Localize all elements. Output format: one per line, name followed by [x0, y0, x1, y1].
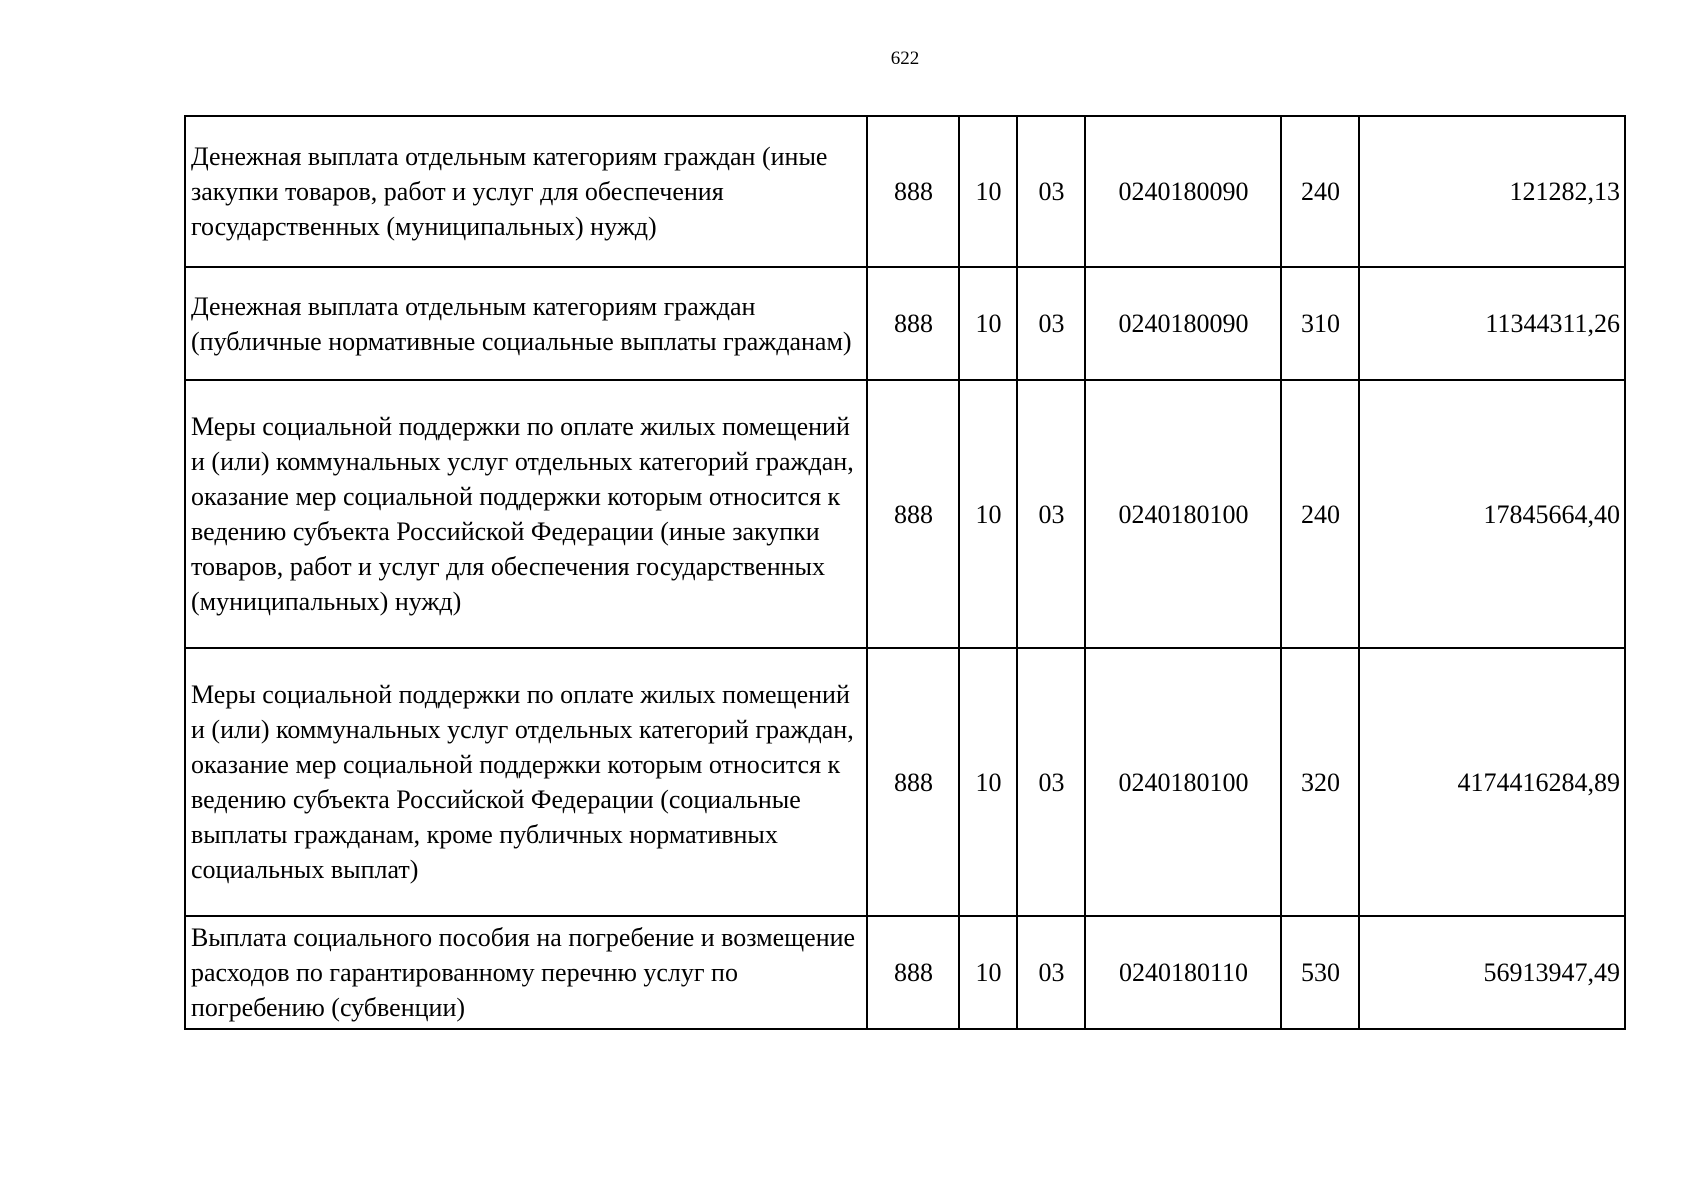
- row-description: Меры социальной поддержки по оплате жилых помещений и (или) коммунальных услуг отдельных категорий граждан, оказание мер социальной поддержки которым относится к ведению субъекта Российской Федерации (иные закупки товаров, работ и услуг для обеспечения государственных (муниципальных) нужд): [185, 380, 867, 648]
- row-amount: 17845664,40: [1359, 380, 1625, 648]
- table-row: [185, 916, 1625, 1029]
- row-subsection-code: 03: [1017, 916, 1085, 1029]
- row-subsection-code: 03: [1017, 380, 1085, 648]
- row-target-article-code: 0240180100: [1085, 648, 1281, 916]
- row-expense-type-code: 310: [1281, 267, 1359, 380]
- row-amount: 121282,13: [1359, 116, 1625, 267]
- row-expense-type-code: 320: [1281, 648, 1359, 916]
- page-number: 622: [890, 48, 920, 69]
- table-row: [185, 116, 1625, 267]
- row-subsection-code: 03: [1017, 648, 1085, 916]
- row-expense-type-code: 240: [1281, 116, 1359, 267]
- row-expense-type-code: 240: [1281, 380, 1359, 648]
- row-target-article-code: 0240180100: [1085, 380, 1281, 648]
- row-section-code: 10: [959, 916, 1017, 1029]
- table-row: [185, 648, 1625, 916]
- row-amount: 4174416284,89: [1359, 648, 1625, 916]
- row-target-article-code: 0240180090: [1085, 267, 1281, 380]
- row-grbs-code: 888: [867, 916, 959, 1029]
- row-section-code: 10: [959, 116, 1017, 267]
- row-section-code: 10: [959, 380, 1017, 648]
- row-description: Денежная выплата отдельным категориям граждан (публичные нормативные социальные выплаты гражданам): [185, 267, 867, 380]
- row-description: Денежная выплата отдельным категориям граждан (иные закупки товаров, работ и услуг для обеспечения государственных (муниципальных) нужд): [185, 116, 867, 267]
- table-row: [185, 267, 1625, 380]
- row-grbs-code: 888: [867, 267, 959, 380]
- row-grbs-code: 888: [867, 648, 959, 916]
- row-grbs-code: 888: [867, 116, 959, 267]
- row-grbs-code: 888: [867, 380, 959, 648]
- row-amount: 11344311,26: [1359, 267, 1625, 380]
- row-target-article-code: 0240180090: [1085, 116, 1281, 267]
- row-expense-type-code: 530: [1281, 916, 1359, 1029]
- table-row: [185, 380, 1625, 648]
- row-description: Выплата социального пособия на погребение и возмещение расходов по гарантированному перечню услуг по погребению (субвенции): [185, 916, 867, 1029]
- row-target-article-code: 0240180110: [1085, 916, 1281, 1029]
- row-description: Меры социальной поддержки по оплате жилых помещений и (или) коммунальных услуг отдельных категорий граждан, оказание мер социальной поддержки которым относится к ведению субъекта Российской Федерации (социальные выплаты гражданам, кроме публичных нормативных социальных выплат): [185, 648, 867, 916]
- row-amount: 56913947,49: [1359, 916, 1625, 1029]
- row-section-code: 10: [959, 648, 1017, 916]
- budget-table: [184, 115, 1626, 1030]
- row-section-code: 10: [959, 267, 1017, 380]
- row-subsection-code: 03: [1017, 116, 1085, 267]
- row-subsection-code: 03: [1017, 267, 1085, 380]
